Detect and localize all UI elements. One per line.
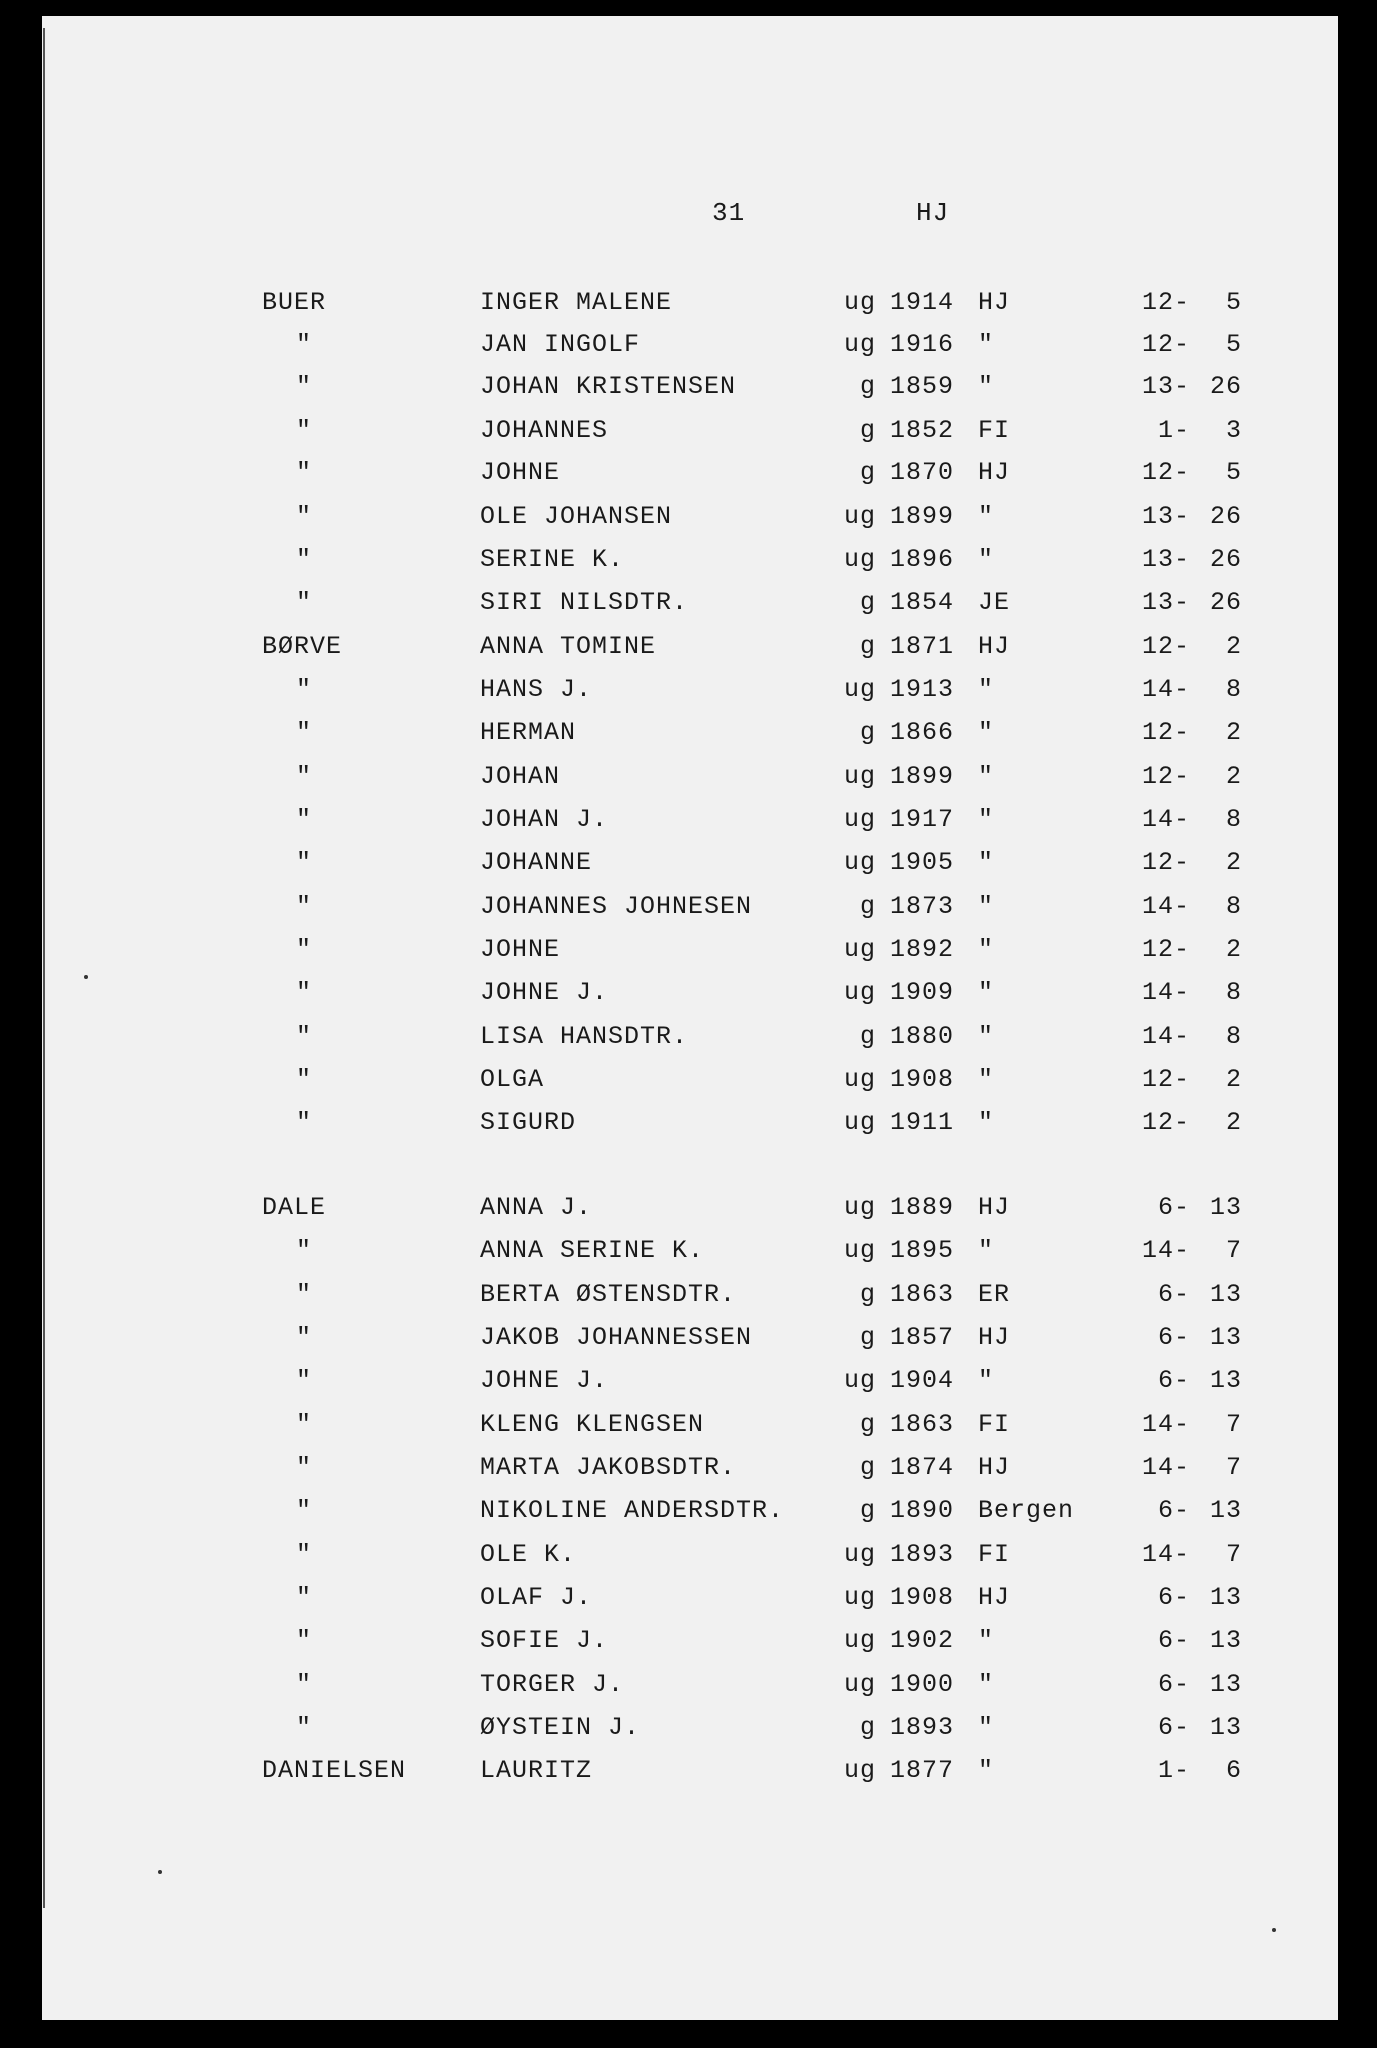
table-row	[0, 588, 1377, 628]
birthplace-cell: "	[978, 1713, 995, 1742]
birth-year-cell: 1914	[890, 288, 955, 317]
birthplace-cell: HJ	[978, 1453, 1011, 1482]
marital-status-cell: g	[859, 1323, 876, 1352]
surname-cell: "	[296, 1280, 313, 1309]
marital-status-cell: ug	[843, 805, 876, 834]
table-row	[0, 1366, 1377, 1406]
marital-status-cell: ug	[843, 1236, 876, 1265]
surname-cell: "	[296, 1366, 313, 1395]
given-name-cell: JOHANNE	[480, 848, 593, 877]
table-row	[0, 1323, 1377, 1363]
marital-status-cell: ug	[843, 762, 876, 791]
given-name-cell: NIKOLINE ANDERSDTR.	[480, 1496, 785, 1525]
given-name-cell: ANNA TOMINE	[480, 632, 657, 661]
reference-a-cell: 13-	[1141, 588, 1190, 617]
reference-b-cell: 8	[1225, 892, 1242, 921]
table-row	[0, 1410, 1377, 1450]
birthplace-cell: "	[978, 1108, 995, 1137]
table-row	[0, 1280, 1377, 1320]
marital-status-cell: g	[859, 1496, 876, 1525]
given-name-cell: JOHNE J.	[480, 978, 609, 1007]
reference-b-cell: 2	[1225, 1065, 1242, 1094]
birthplace-cell: "	[978, 1065, 995, 1094]
surname-cell: BUER	[262, 288, 327, 317]
marital-status-cell: ug	[843, 935, 876, 964]
given-name-cell: JOHNE J.	[480, 1366, 609, 1395]
reference-a-cell: 12-	[1141, 458, 1190, 487]
table-row	[0, 1065, 1377, 1105]
surname-cell: "	[296, 1410, 313, 1439]
reference-a-cell: 14-	[1141, 1410, 1190, 1439]
reference-b-cell: 5	[1225, 330, 1242, 359]
reference-a-cell: 13-	[1141, 372, 1190, 401]
table-row	[0, 1453, 1377, 1493]
birth-year-cell: 1900	[890, 1670, 955, 1699]
birth-year-cell: 1880	[890, 1022, 955, 1051]
surname-cell: "	[296, 675, 313, 704]
header-code: HJ	[916, 198, 950, 228]
marital-status-cell: ug	[843, 545, 876, 574]
birth-year-cell: 1893	[890, 1540, 955, 1569]
table-row	[0, 372, 1377, 412]
reference-a-cell: 12-	[1141, 935, 1190, 964]
table-row	[0, 1108, 1377, 1148]
reference-b-cell: 5	[1225, 288, 1242, 317]
scan-speck	[158, 1870, 162, 1874]
birthplace-cell: HJ	[978, 1323, 1011, 1352]
surname-cell: "	[296, 1236, 313, 1265]
birth-year-cell: 1873	[890, 892, 955, 921]
surname-cell: "	[296, 1670, 313, 1699]
surname-cell: "	[296, 588, 313, 617]
reference-a-cell: 12-	[1141, 330, 1190, 359]
given-name-cell: SOFIE J.	[480, 1626, 609, 1655]
birthplace-cell: "	[978, 892, 995, 921]
marital-status-cell: ug	[843, 1108, 876, 1137]
table-row	[0, 762, 1377, 802]
marital-status-cell: ug	[843, 288, 876, 317]
surname-cell: DANIELSEN	[262, 1756, 407, 1785]
surname-cell: "	[296, 935, 313, 964]
marital-status-cell: g	[859, 588, 876, 617]
reference-b-cell: 26	[1209, 372, 1242, 401]
given-name-cell: SERINE K.	[480, 545, 625, 574]
marital-status-cell: ug	[843, 1366, 876, 1395]
marital-status-cell: g	[859, 1713, 876, 1742]
given-name-cell: OLGA	[480, 1065, 545, 1094]
surname-cell: "	[296, 1583, 313, 1612]
reference-b-cell: 13	[1209, 1713, 1242, 1742]
birthplace-cell: "	[978, 805, 995, 834]
given-name-cell: JOHANNES	[480, 416, 609, 445]
given-name-cell: JOHAN	[480, 762, 561, 791]
reference-a-cell: 13-	[1141, 545, 1190, 574]
birthplace-cell: "	[978, 935, 995, 964]
birthplace-cell: FI	[978, 1540, 1011, 1569]
birth-year-cell: 1877	[890, 1756, 955, 1785]
table-row	[0, 1236, 1377, 1276]
birth-year-cell: 1890	[890, 1496, 955, 1525]
given-name-cell: MARTA JAKOBSDTR.	[480, 1453, 737, 1482]
marital-status-cell: ug	[843, 1193, 876, 1222]
reference-b-cell: 13	[1209, 1583, 1242, 1612]
reference-a-cell: 6-	[1157, 1323, 1190, 1352]
birthplace-cell: "	[978, 762, 995, 791]
given-name-cell: LAURITZ	[480, 1756, 593, 1785]
birthplace-cell: "	[978, 330, 995, 359]
birth-year-cell: 1871	[890, 632, 955, 661]
reference-b-cell: 13	[1209, 1193, 1242, 1222]
table-row	[0, 805, 1377, 845]
table-row	[0, 1496, 1377, 1536]
birth-year-cell: 1896	[890, 545, 955, 574]
table-row	[0, 1670, 1377, 1710]
birthplace-cell: "	[978, 718, 995, 747]
reference-a-cell: 12-	[1141, 1108, 1190, 1137]
birth-year-cell: 1892	[890, 935, 955, 964]
birth-year-cell: 1909	[890, 978, 955, 1007]
given-name-cell: BERTA ØSTENSDTR.	[480, 1280, 737, 1309]
reference-b-cell: 5	[1225, 458, 1242, 487]
birthplace-cell: "	[978, 978, 995, 1007]
table-row	[0, 1756, 1377, 1796]
marital-status-cell: ug	[843, 330, 876, 359]
surname-cell: "	[296, 1453, 313, 1482]
given-name-cell: SIGURD	[480, 1108, 577, 1137]
reference-a-cell: 12-	[1141, 288, 1190, 317]
reference-b-cell: 26	[1209, 502, 1242, 531]
surname-cell: BØRVE	[262, 632, 343, 661]
table-row	[0, 416, 1377, 456]
given-name-cell: JAKOB JOHANNESSEN	[480, 1323, 753, 1352]
birthplace-cell: "	[978, 372, 995, 401]
marital-status-cell: g	[859, 1280, 876, 1309]
reference-a-cell: 6-	[1157, 1366, 1190, 1395]
reference-a-cell: 14-	[1141, 1453, 1190, 1482]
reference-b-cell: 3	[1225, 416, 1242, 445]
reference-a-cell: 6-	[1157, 1496, 1190, 1525]
reference-a-cell: 6-	[1157, 1670, 1190, 1699]
birthplace-cell: HJ	[978, 632, 1011, 661]
reference-a-cell: 14-	[1141, 675, 1190, 704]
reference-b-cell: 7	[1225, 1236, 1242, 1265]
reference-b-cell: 13	[1209, 1280, 1242, 1309]
reference-a-cell: 12-	[1141, 1065, 1190, 1094]
reference-b-cell: 7	[1225, 1453, 1242, 1482]
table-row	[0, 935, 1377, 975]
reference-a-cell: 12-	[1141, 848, 1190, 877]
reference-b-cell: 13	[1209, 1670, 1242, 1699]
reference-b-cell: 13	[1209, 1323, 1242, 1352]
surname-cell: "	[296, 762, 313, 791]
reference-b-cell: 6	[1225, 1756, 1242, 1785]
birthplace-cell: ER	[978, 1280, 1011, 1309]
table-row	[0, 545, 1377, 585]
table-row	[0, 288, 1377, 328]
reference-a-cell: 14-	[1141, 1540, 1190, 1569]
reference-a-cell: 6-	[1157, 1193, 1190, 1222]
reference-b-cell: 8	[1225, 675, 1242, 704]
surname-cell: "	[296, 805, 313, 834]
surname-cell: "	[296, 1108, 313, 1137]
birth-year-cell: 1913	[890, 675, 955, 704]
table-row	[0, 1713, 1377, 1753]
table-row	[0, 1022, 1377, 1062]
given-name-cell: JOHNE	[480, 935, 561, 964]
reference-b-cell: 2	[1225, 632, 1242, 661]
birthplace-cell: "	[978, 848, 995, 877]
birthplace-cell: HJ	[978, 288, 1011, 317]
marital-status-cell: g	[859, 718, 876, 747]
birthplace-cell: HJ	[978, 458, 1011, 487]
reference-a-cell: 6-	[1157, 1280, 1190, 1309]
marital-status-cell: g	[859, 416, 876, 445]
given-name-cell: ØYSTEIN J.	[480, 1713, 641, 1742]
birth-year-cell: 1895	[890, 1236, 955, 1265]
marital-status-cell: ug	[843, 978, 876, 1007]
reference-b-cell: 13	[1209, 1366, 1242, 1395]
reference-a-cell: 14-	[1141, 1022, 1190, 1051]
given-name-cell: SIRI NILSDTR.	[480, 588, 689, 617]
surname-cell: "	[296, 718, 313, 747]
table-row	[0, 978, 1377, 1018]
marital-status-cell: ug	[843, 848, 876, 877]
reference-a-cell: 12-	[1141, 632, 1190, 661]
marital-status-cell: ug	[843, 502, 876, 531]
birthplace-cell: "	[978, 1670, 995, 1699]
reference-b-cell: 8	[1225, 1022, 1242, 1051]
marital-status-cell: g	[859, 458, 876, 487]
surname-cell: "	[296, 1540, 313, 1569]
birth-year-cell: 1863	[890, 1410, 955, 1439]
table-row	[0, 675, 1377, 715]
reference-b-cell: 26	[1209, 588, 1242, 617]
marital-status-cell: ug	[843, 1583, 876, 1612]
birth-year-cell: 1893	[890, 1713, 955, 1742]
reference-a-cell: 12-	[1141, 718, 1190, 747]
given-name-cell: KLENG KLENGSEN	[480, 1410, 705, 1439]
given-name-cell: HANS J.	[480, 675, 593, 704]
marital-status-cell: g	[859, 372, 876, 401]
birthplace-cell: HJ	[978, 1583, 1011, 1612]
birthplace-cell: Bergen	[978, 1496, 1075, 1525]
surname-cell: "	[296, 372, 313, 401]
table-row	[0, 1540, 1377, 1580]
birthplace-cell: "	[978, 502, 995, 531]
given-name-cell: JOHAN KRISTENSEN	[480, 372, 737, 401]
reference-a-cell: 14-	[1141, 892, 1190, 921]
given-name-cell: JOHNE	[480, 458, 561, 487]
birth-year-cell: 1854	[890, 588, 955, 617]
birthplace-cell: "	[978, 1626, 995, 1655]
birth-year-cell: 1902	[890, 1626, 955, 1655]
scan-speck	[84, 975, 88, 979]
given-name-cell: OLE K.	[480, 1540, 577, 1569]
reference-a-cell: 13-	[1141, 502, 1190, 531]
surname-cell: "	[296, 978, 313, 1007]
reference-b-cell: 2	[1225, 718, 1242, 747]
marital-status-cell: ug	[843, 1670, 876, 1699]
birthplace-cell: FI	[978, 416, 1011, 445]
reference-b-cell: 7	[1225, 1410, 1242, 1439]
given-name-cell: ANNA J.	[480, 1193, 593, 1222]
marital-status-cell: g	[859, 1410, 876, 1439]
marital-status-cell: g	[859, 892, 876, 921]
birthplace-cell: "	[978, 545, 995, 574]
birth-year-cell: 1863	[890, 1280, 955, 1309]
birthplace-cell: JE	[978, 588, 1011, 617]
given-name-cell: ANNA SERINE K.	[480, 1236, 705, 1265]
reference-a-cell: 14-	[1141, 978, 1190, 1007]
table-row	[0, 1193, 1377, 1233]
marital-status-cell: ug	[843, 1626, 876, 1655]
birthplace-cell: HJ	[978, 1193, 1011, 1222]
birth-year-cell: 1904	[890, 1366, 955, 1395]
birthplace-cell: FI	[978, 1410, 1011, 1439]
birth-year-cell: 1908	[890, 1065, 955, 1094]
surname-cell: "	[296, 848, 313, 877]
reference-b-cell: 13	[1209, 1626, 1242, 1655]
table-row	[0, 848, 1377, 888]
birthplace-cell: "	[978, 1366, 995, 1395]
surname-cell: "	[296, 545, 313, 574]
table-row	[0, 632, 1377, 672]
table-row	[0, 502, 1377, 542]
birth-year-cell: 1911	[890, 1108, 955, 1137]
marital-status-cell: ug	[843, 1756, 876, 1785]
scan-speck	[1272, 1928, 1276, 1932]
birth-year-cell: 1859	[890, 372, 955, 401]
table-row	[0, 330, 1377, 370]
given-name-cell: TORGER J.	[480, 1670, 625, 1699]
marital-status-cell: g	[859, 1022, 876, 1051]
surname-cell: "	[296, 1323, 313, 1352]
table-row	[0, 458, 1377, 498]
table-row	[0, 892, 1377, 932]
marital-status-cell: ug	[843, 675, 876, 704]
birth-year-cell: 1916	[890, 330, 955, 359]
reference-b-cell: 13	[1209, 1496, 1242, 1525]
birth-year-cell: 1917	[890, 805, 955, 834]
reference-b-cell: 8	[1225, 978, 1242, 1007]
marital-status-cell: g	[859, 1453, 876, 1482]
surname-cell: "	[296, 892, 313, 921]
reference-b-cell: 8	[1225, 805, 1242, 834]
table-row	[0, 1626, 1377, 1666]
reference-b-cell: 2	[1225, 935, 1242, 964]
birth-year-cell: 1870	[890, 458, 955, 487]
birth-year-cell: 1866	[890, 718, 955, 747]
surname-cell: "	[296, 330, 313, 359]
birth-year-cell: 1852	[890, 416, 955, 445]
surname-cell: "	[296, 1022, 313, 1051]
surname-cell: "	[296, 1065, 313, 1094]
surname-cell: "	[296, 458, 313, 487]
table-row	[0, 1583, 1377, 1623]
surname-cell: "	[296, 1496, 313, 1525]
reference-a-cell: 1-	[1157, 416, 1190, 445]
birth-year-cell: 1857	[890, 1323, 955, 1352]
reference-a-cell: 14-	[1141, 1236, 1190, 1265]
birth-year-cell: 1899	[890, 762, 955, 791]
marital-status-cell: ug	[843, 1065, 876, 1094]
reference-a-cell: 6-	[1157, 1583, 1190, 1612]
given-name-cell: INGER MALENE	[480, 288, 673, 317]
reference-a-cell: 14-	[1141, 805, 1190, 834]
given-name-cell: HERMAN	[480, 718, 577, 747]
birth-year-cell: 1899	[890, 502, 955, 531]
given-name-cell: OLE JOHANSEN	[480, 502, 673, 531]
birth-year-cell: 1874	[890, 1453, 955, 1482]
birth-year-cell: 1908	[890, 1583, 955, 1612]
reference-a-cell: 12-	[1141, 762, 1190, 791]
reference-b-cell: 2	[1225, 1108, 1242, 1137]
page-number: 31	[712, 198, 746, 228]
marital-status-cell: g	[859, 632, 876, 661]
table-row	[0, 718, 1377, 758]
marital-status-cell: ug	[843, 1540, 876, 1569]
reference-b-cell: 2	[1225, 762, 1242, 791]
reference-b-cell: 26	[1209, 545, 1242, 574]
surname-cell: "	[296, 416, 313, 445]
surname-cell: DALE	[262, 1193, 327, 1222]
birthplace-cell: "	[978, 1022, 995, 1051]
given-name-cell: JOHAN J.	[480, 805, 609, 834]
given-name-cell: JAN INGOLF	[480, 330, 641, 359]
surname-cell: "	[296, 502, 313, 531]
birth-year-cell: 1905	[890, 848, 955, 877]
given-name-cell: JOHANNES JOHNESEN	[480, 892, 753, 921]
reference-b-cell: 7	[1225, 1540, 1242, 1569]
reference-a-cell: 6-	[1157, 1626, 1190, 1655]
surname-cell: "	[296, 1626, 313, 1655]
surname-cell: "	[296, 1713, 313, 1742]
birth-year-cell: 1889	[890, 1193, 955, 1222]
reference-a-cell: 6-	[1157, 1713, 1190, 1742]
birthplace-cell: "	[978, 1756, 995, 1785]
reference-a-cell: 1-	[1157, 1756, 1190, 1785]
given-name-cell: LISA HANSDTR.	[480, 1022, 689, 1051]
birthplace-cell: "	[978, 675, 995, 704]
birthplace-cell: "	[978, 1236, 995, 1265]
given-name-cell: OLAF J.	[480, 1583, 593, 1612]
reference-b-cell: 2	[1225, 848, 1242, 877]
